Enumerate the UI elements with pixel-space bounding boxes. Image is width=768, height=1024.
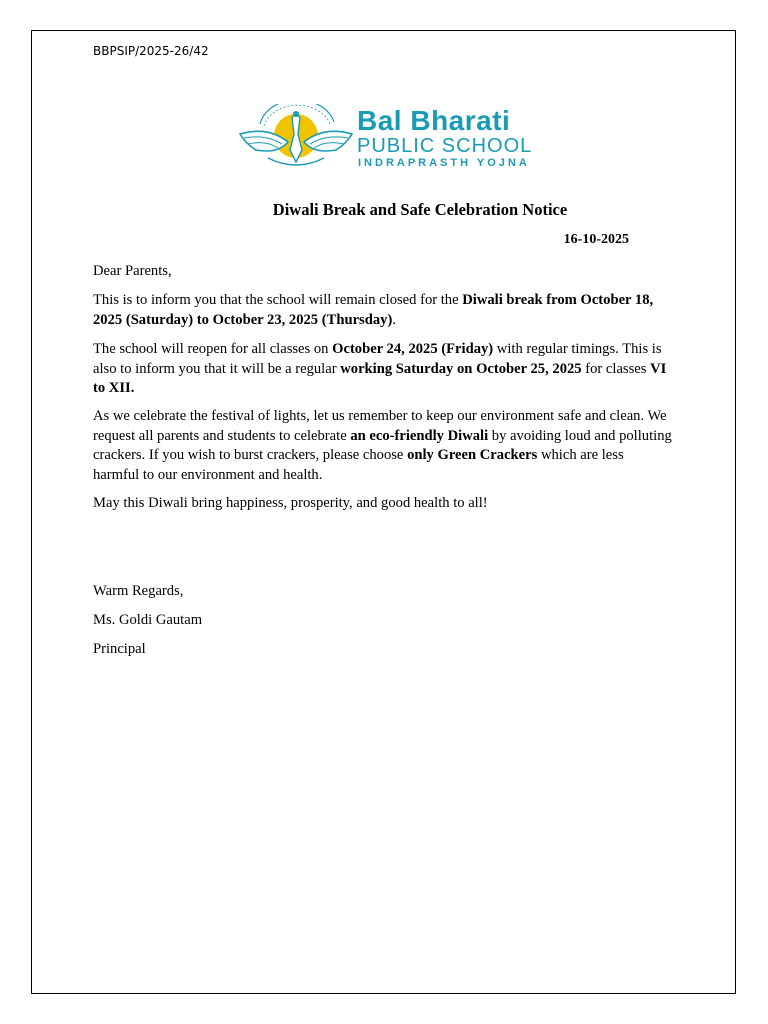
bold-run: an eco-friendly Diwali: [350, 427, 489, 444]
notice-title: Diwali Break and Safe Celebration Notice: [272, 200, 568, 219]
text-run: with regular timings. This is also to inform you that it will be a regular: [93, 341, 662, 377]
bold-run: October 24, 2025 (Friday): [332, 341, 494, 357]
logo-school-name: Bal Bharati: [357, 105, 511, 136]
paragraph-closure: [93, 291, 673, 330]
reference-number: BBPSIP/2025-26/42: [93, 44, 209, 58]
paragraph-reopen: [93, 340, 673, 399]
text-run: .: [392, 311, 396, 328]
greeting: Dear Parents,: [93, 263, 172, 279]
bold-run: Diwali break from October 18, 2025 (Saturday) to October 23, 2025 (Thursday): [93, 292, 654, 328]
logo-school-location: INDRAPRASTH YOJNA: [358, 157, 530, 169]
paragraph-wishes: May this Diwali bring happiness, prosperity, and good health to all!: [93, 495, 488, 511]
bold-run: working Saturday on October 25, 2025: [340, 360, 582, 377]
signatory-name: Ms. Goldi Gautam: [93, 612, 203, 628]
text-run: As we celebrate the festival of lights, let us remember to keep our environment safe and clean. We request all parents and students to celebrate: [93, 408, 667, 444]
text-run: This is to inform you that the school will remain closed for the: [93, 292, 463, 308]
school-logo: [238, 104, 554, 174]
bold-run: only Green Crackers: [407, 447, 538, 463]
text-run: for classes: [581, 360, 651, 377]
closing-line: Warm Regards,: [93, 583, 184, 599]
logo-school-type: PUBLIC SCHOOL: [357, 135, 533, 157]
text-run: by avoiding loud and polluting crackers. If you wish to burst crackers, please choose: [93, 427, 672, 463]
bold-run: VI to XII.: [93, 360, 667, 396]
text-run: which are less harmful to our environment and health.: [93, 447, 624, 483]
flying-figure-emblem-icon: [238, 104, 354, 174]
notice-date: 16-10-2025: [563, 232, 629, 247]
text-run: The school will reopen for all classes on: [93, 341, 333, 357]
paragraph-eco-diwali: [93, 407, 673, 485]
signatory-role: Principal: [93, 641, 146, 657]
